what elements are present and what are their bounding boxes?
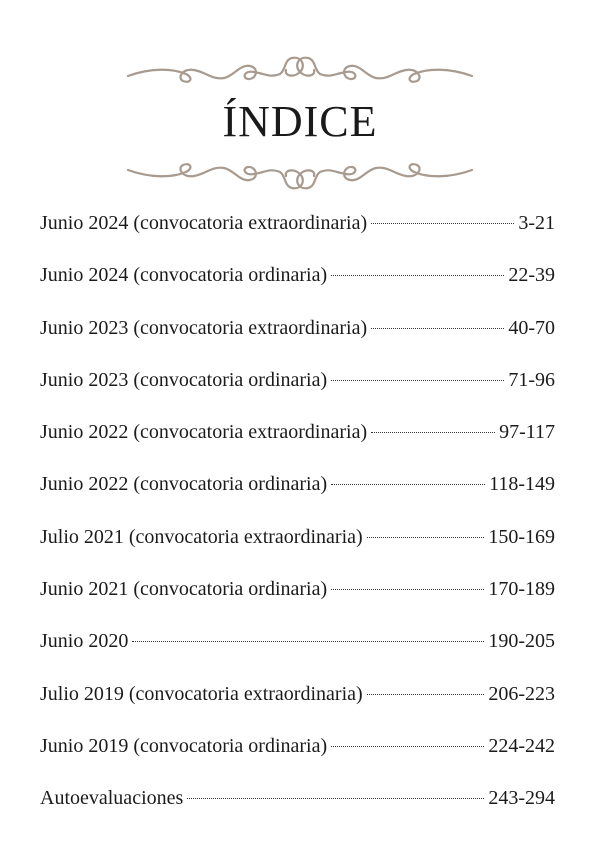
toc-entry-pages: 243-294: [488, 787, 555, 810]
toc-dot-leader: [371, 432, 495, 433]
toc-entry[interactable]: [40, 260, 555, 312]
toc-entry-label: Junio 2021 (convocatoria ordinaria): [40, 578, 328, 601]
toc-entry-pages: 170-189: [488, 578, 555, 601]
toc-entry[interactable]: [40, 783, 555, 835]
toc-dot-leader: [331, 746, 484, 747]
toc-entry-label: Junio 2020: [40, 630, 129, 653]
toc-dot-leader: [331, 484, 485, 485]
toc-entry-pages: 40-70: [508, 316, 555, 339]
toc-entry-label: Junio 2023 (convocatoria ordinaria): [40, 368, 328, 391]
toc-entry-pages: 206-223: [488, 682, 555, 705]
toc-entry[interactable]: [40, 522, 555, 574]
toc-dot-leader: [371, 328, 504, 329]
page-title: ÍNDICE: [222, 97, 378, 146]
toc-entry-pages: 22-39: [508, 264, 555, 287]
toc-entry-pages: 150-169: [488, 525, 555, 548]
toc-entry-pages: 3-21: [518, 212, 555, 234]
toc-entry[interactable]: [40, 731, 555, 783]
bottom-flourish-ornament: [120, 156, 480, 196]
table-of-contents: [40, 208, 555, 836]
toc-entry[interactable]: [40, 365, 555, 417]
toc-entry-pages: 71-96: [508, 368, 555, 391]
toc-entry-pages: 118-149: [489, 473, 555, 496]
toc-entry[interactable]: [40, 626, 555, 678]
toc-entry-label: Julio 2019 (convocatoria extraordinaria): [40, 682, 363, 705]
toc-entry-label: Junio 2022 (convocatoria extraordinaria): [40, 421, 368, 444]
toc-dot-leader: [371, 223, 514, 224]
toc-entry-label: Julio 2021 (convocatoria extraordinaria): [40, 525, 363, 548]
toc-entry-pages: 224-242: [488, 734, 555, 757]
toc-entry[interactable]: [40, 208, 555, 260]
toc-entry-label: Junio 2024 (convocatoria extraordinaria): [40, 212, 368, 234]
toc-entry-pages: 190-205: [488, 630, 555, 653]
toc-dot-leader: [331, 380, 504, 381]
toc-entry-label: Junio 2024 (convocatoria ordinaria): [40, 264, 328, 287]
toc-entry-label: Junio 2019 (convocatoria ordinaria): [40, 734, 328, 757]
toc-dot-leader: [331, 275, 504, 276]
toc-entry-label: Autoevaluaciones: [40, 787, 184, 810]
toc-entry[interactable]: [40, 574, 555, 626]
toc-entry[interactable]: [40, 679, 555, 731]
toc-entry[interactable]: [40, 417, 555, 469]
toc-dot-leader: [187, 798, 484, 799]
top-flourish-ornament: [120, 50, 480, 90]
toc-dot-leader: [331, 589, 484, 590]
toc-dot-leader: [367, 537, 485, 538]
toc-dot-leader: [132, 641, 484, 642]
toc-entry[interactable]: [40, 313, 555, 365]
toc-dot-leader: [367, 694, 485, 695]
toc-entry-label: Junio 2023 (convocatoria extraordinaria): [40, 316, 368, 339]
toc-entry[interactable]: [40, 469, 555, 521]
toc-entry-label: Junio 2022 (convocatoria ordinaria): [40, 473, 328, 496]
toc-entry-pages: 97-117: [499, 421, 555, 444]
